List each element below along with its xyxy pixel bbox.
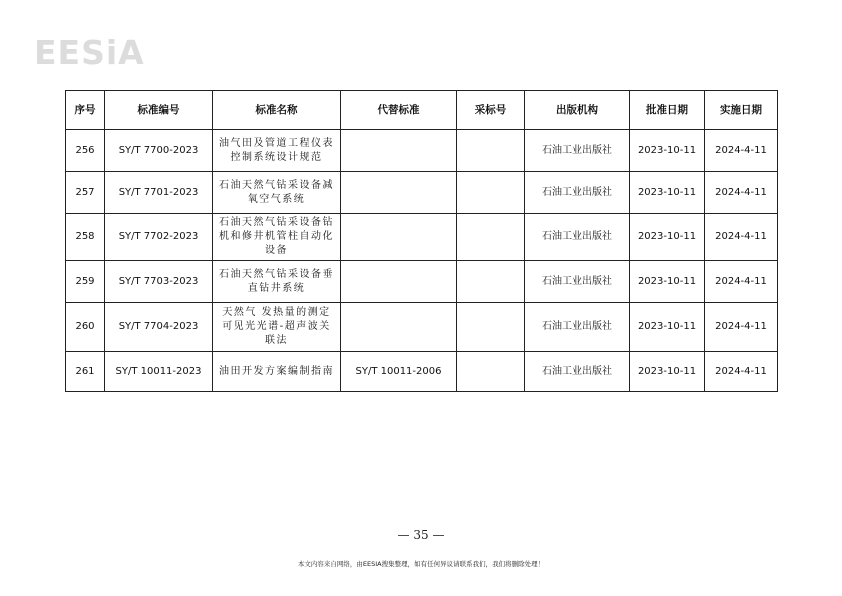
cell-adopted-standard [457,214,525,261]
cell-serial-number: 256 [66,130,105,172]
cell-replaced-standard [341,130,457,172]
cell-standard-name: 油田开发方案编制指南 [213,352,341,392]
page-number: — 35 — [397,528,445,542]
cell-standard-code: SY/T 10011-2023 [105,352,213,392]
table-row [66,352,778,392]
cell-approval-date: 2023-10-11 [630,352,705,392]
cell-effective-date: 2024-4-11 [705,172,778,214]
cell-publisher: 石油工业出版社 [525,261,630,303]
cell-standard-code: SY/T 7702-2023 [105,214,213,261]
cell-replaced-standard [341,303,457,352]
cell-standard-code: SY/T 7704-2023 [105,303,213,352]
cell-publisher: 石油工业出版社 [525,130,630,172]
cell-adopted-standard [457,172,525,214]
cell-standard-name: 石油天然气钻采设备减氧空气系统 [213,172,341,214]
cell-serial-number: 261 [66,352,105,392]
cell-replaced-standard [341,261,457,303]
cell-effective-date: 2024-4-11 [705,261,778,303]
cell-adopted-standard [457,303,525,352]
cell-effective-date: 2024-4-11 [705,214,778,261]
header-effective-date: 实施日期 [705,91,778,130]
header-publisher: 出版机构 [525,91,630,130]
cell-replaced-standard: SY/T 10011-2006 [341,352,457,392]
cell-approval-date: 2023-10-11 [630,261,705,303]
cell-serial-number: 260 [66,303,105,352]
cell-replaced-standard [341,172,457,214]
cell-standard-name: 石油天然气钻采设备钻机和修井机管柱自动化设备 [213,214,341,261]
header-standard-code: 标准编号 [105,91,213,130]
cell-publisher: 石油工业出版社 [525,303,630,352]
cell-serial-number: 257 [66,172,105,214]
table-row [66,214,778,261]
cell-standard-name: 天然气 发热量的测定 可见光光谱-超声波关联法 [213,303,341,352]
cell-adopted-standard [457,352,525,392]
cell-adopted-standard [457,130,525,172]
standards-table [65,90,778,392]
cell-effective-date: 2024-4-11 [705,303,778,352]
cell-publisher: 石油工业出版社 [525,214,630,261]
cell-standard-name: 油气田及管道工程仪表控制系统设计规范 [213,130,341,172]
header-replaced-standard: 代替标准 [341,91,457,130]
table-row [66,303,778,352]
cell-approval-date: 2023-10-11 [630,303,705,352]
cell-adopted-standard [457,261,525,303]
cell-effective-date: 2024-4-11 [705,352,778,392]
cell-standard-code: SY/T 7701-2023 [105,172,213,214]
cell-approval-date: 2023-10-11 [630,130,705,172]
header-serial-number: 序号 [66,91,105,130]
eesia-logo: EESiA [34,33,145,72]
cell-standard-name: 石油天然气钻采设备垂直钻井系统 [213,261,341,303]
cell-effective-date: 2024-4-11 [705,130,778,172]
cell-serial-number: 258 [66,214,105,261]
table-row [66,130,778,172]
cell-approval-date: 2023-10-11 [630,214,705,261]
header-approval-date: 批准日期 [630,91,705,130]
table-row [66,172,778,214]
table-row [66,261,778,303]
cell-publisher: 石油工业出版社 [525,172,630,214]
cell-publisher: 石油工业出版社 [525,352,630,392]
header-adopted-standard: 采标号 [457,91,525,130]
cell-serial-number: 259 [66,261,105,303]
cell-replaced-standard [341,214,457,261]
cell-approval-date: 2023-10-11 [630,172,705,214]
table-header-row [66,91,778,130]
cell-standard-code: SY/T 7703-2023 [105,261,213,303]
cell-standard-code: SY/T 7700-2023 [105,130,213,172]
header-standard-name: 标准名称 [213,91,341,130]
footer-disclaimer: 本文内容来自网络，由EESIA搜集整理，如有任何异议请联系我们，我们将删除处理！ [297,560,545,568]
